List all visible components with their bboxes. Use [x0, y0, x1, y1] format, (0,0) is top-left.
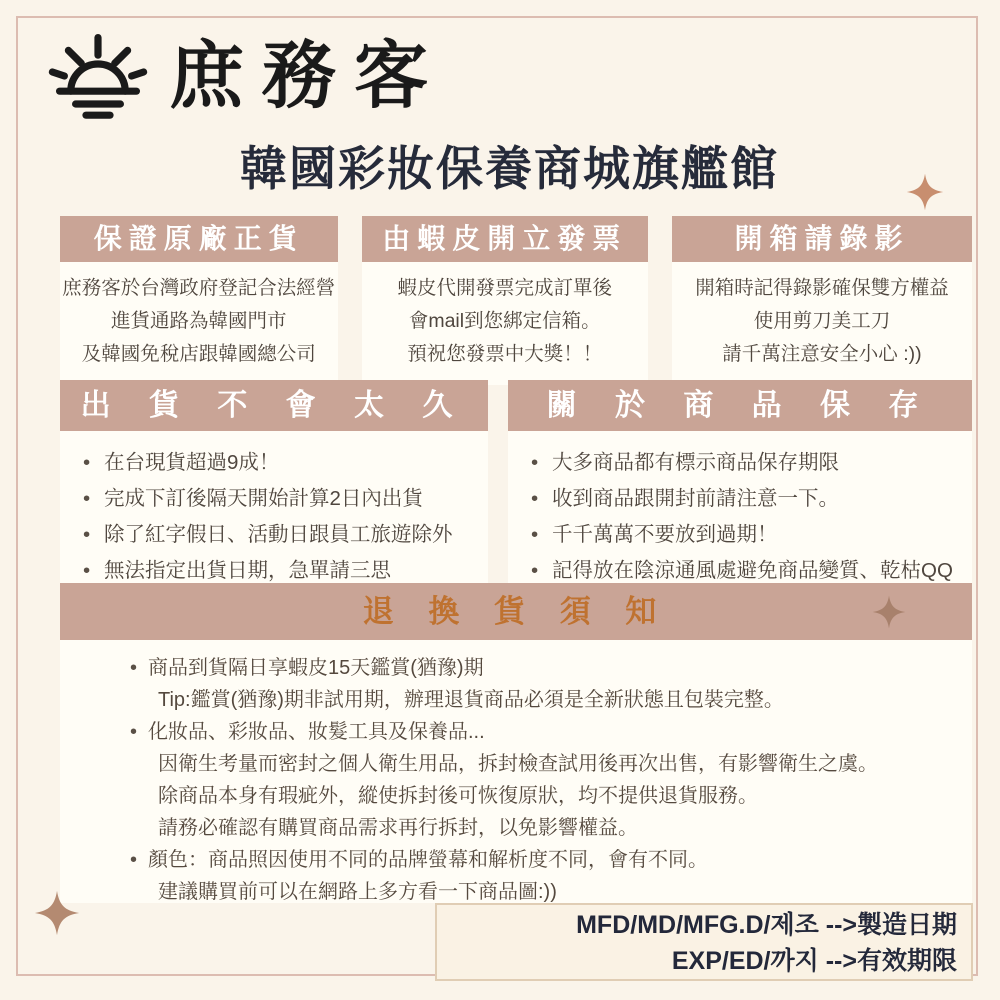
info-box-invoice [362, 216, 648, 385]
list-box-row [60, 380, 972, 607]
list-box-title: 關 於 商 品 保 存 [508, 380, 972, 431]
info-box-row [60, 216, 972, 385]
return-item-note: 因衛生考量而密封之個人衛生用品，拆封檢查試用後再次出售，有影響衛生之虞。 [158, 753, 878, 775]
info-box-authentic [60, 216, 338, 385]
list-box-shipping [60, 380, 488, 607]
brand-logo [42, 22, 446, 130]
list-item: • 無法指定出貨日期，急單請三思 [60, 553, 488, 589]
list-item: • 記得放在陰涼通風處避免商品變質、乾枯QQ [508, 553, 972, 589]
info-box-title: 開箱請錄影 [672, 216, 972, 262]
info-line: 進貨通路為韓國門市 [111, 310, 287, 332]
list-item: • 大多商品都有標示商品保存期限 [508, 445, 972, 481]
return-item: • 化妝品、彩妝品、妝髮工具及保養品... [60, 716, 972, 748]
return-item: • 顏色：商品照因使用不同的品牌螢幕和解析度不同，會有不同。 [60, 844, 972, 876]
info-line: 請千萬注意安全小心 :)) [722, 343, 922, 365]
date-legend-box [435, 903, 973, 981]
return-item: • 商品到貨隔日享蝦皮15天鑑賞(猶豫)期 [60, 652, 972, 684]
sparkle-icon [872, 593, 906, 631]
list-box-body [60, 431, 488, 607]
list-item: • 除了紅字假日、活動日跟員工旅遊除外 [60, 517, 488, 553]
page-title: 韓國彩妝保養商城旗艦館 [240, 142, 779, 195]
exp-legend: EXP/ED/까지 -->有效期限 [671, 947, 957, 975]
return-item-note: 建議購買前可以在網路上多方看一下商品圖:)) [158, 881, 557, 903]
info-box-title: 保證原廠正貨 [60, 216, 338, 262]
return-item-note: 除商品本身有瑕疵外，縱使拆封後可恢復原狀，均不提供退貨服務。 [158, 785, 758, 807]
sparkle-icon [906, 170, 944, 214]
return-section-title: 退 換 貨 須 知 [362, 594, 670, 629]
return-section-body [60, 640, 972, 903]
list-box-title: 出 貨 不 會 太 久 [60, 380, 488, 431]
mfd-legend: MFD/MD/MFG.D/제조 -->製造日期 [576, 911, 957, 939]
brand-name: 庶務客 [170, 34, 446, 117]
sparkle-icon [34, 888, 80, 938]
info-line: 及韓國免稅店跟韓國總公司 [81, 343, 316, 365]
return-item-note: 請務必確認有購買商品需求再行拆封，以免影響權益。 [158, 817, 638, 839]
info-line: 預祝您發票中大獎！！ [407, 343, 603, 365]
rising-sun-icon [42, 22, 154, 130]
info-line: 蝦皮代開發票完成訂單後 [397, 277, 612, 299]
list-box-body [508, 431, 972, 607]
return-item-note: Tip:鑑賞(猶豫)期非試用期，辦理退貨商品必須是全新狀態且包裝完整。 [158, 689, 784, 711]
info-line: 開箱時記得錄影確保雙方權益 [695, 277, 949, 299]
list-item: • 在台現貨超過9成！ [60, 445, 488, 481]
info-line: 會mail到您綁定信箱。 [408, 310, 601, 332]
list-item: • 收到商品跟開封前請注意一下。 [508, 481, 972, 517]
info-box-title: 由蝦皮開立發票 [362, 216, 648, 262]
info-box-body [362, 262, 648, 385]
info-line: 使用剪刀美工刀 [753, 310, 891, 332]
info-line: 庶務客於台灣政府登記合法經營 [62, 277, 336, 299]
list-box-storage [508, 380, 972, 607]
list-item: • 千千萬萬不要放到過期！ [508, 517, 972, 553]
info-box-body [672, 262, 972, 385]
list-item: • 完成下訂後隔天開始計算2日內出貨 [60, 481, 488, 517]
return-section-header [60, 583, 972, 640]
info-box-unboxing [672, 216, 972, 385]
info-box-body [60, 262, 338, 385]
